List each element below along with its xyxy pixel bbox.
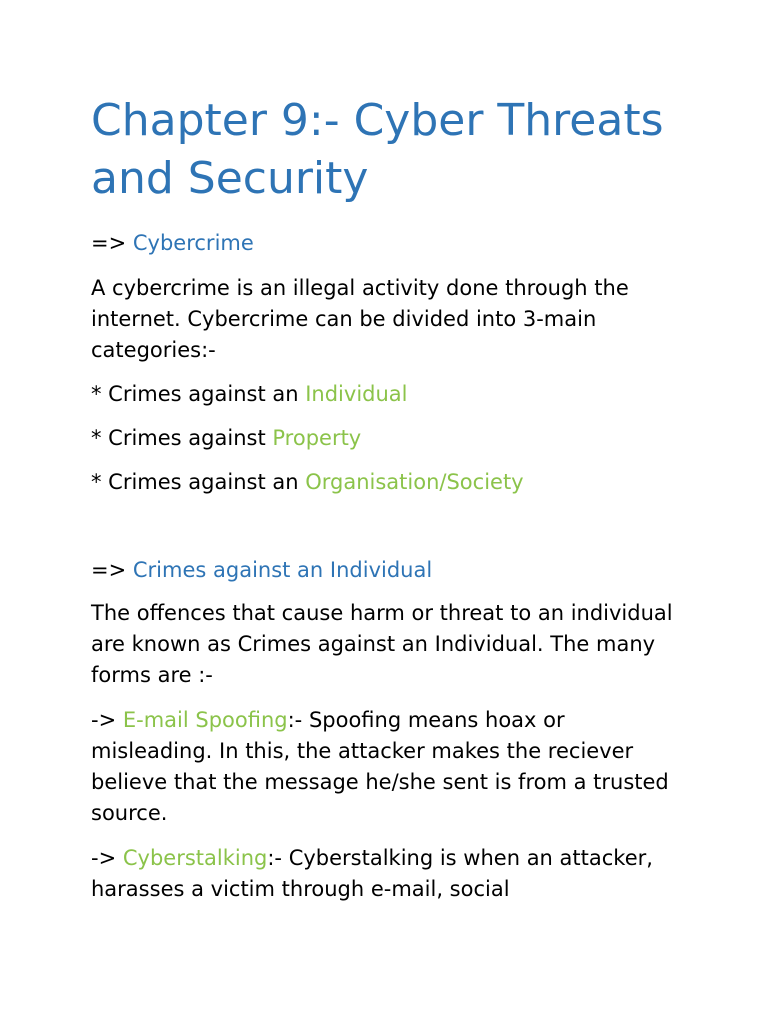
category-keyword: Organisation/Society <box>305 470 524 494</box>
form-item-cyberstalking <box>91 843 691 905</box>
form-description: :- Cyberstalking is when an attacker, harasses a victim through e-mail, social <box>91 846 653 901</box>
form-term: E-mail Spoofing <box>122 708 288 732</box>
category-item-individual <box>91 379 691 410</box>
section-heading-text: Crimes against an Individual <box>132 558 433 582</box>
section-heading-text: Cybercrime <box>132 231 254 255</box>
category-prefix: * Crimes against an <box>91 382 306 406</box>
category-prefix: * Crimes against an <box>91 470 306 494</box>
category-prefix: * Crimes against <box>91 426 273 450</box>
chapter-title: Chapter 9:- Cyber Threats and Security <box>91 95 664 204</box>
individual-intro-paragraph: The offences that cause harm or threat to an individual are known as Crimes against an Individual. The many forms are :- <box>91 601 673 687</box>
arrow-marker: => <box>91 558 133 582</box>
category-keyword: Individual <box>305 382 408 406</box>
form-term: Cyberstalking <box>122 846 268 870</box>
arrow-marker: -> <box>91 846 123 870</box>
section-heading-cybercrime <box>91 228 691 259</box>
form-description: :- Spoofing means hoax or misleading. In this, the attacker makes the reciever believe that the message he/she sent is from a trusted source. <box>91 708 669 825</box>
arrow-marker: -> <box>91 708 123 732</box>
cybercrime-intro-paragraph: A cybercrime is an illegal activity done through the internet. Cybercrime can be divided into 3-main categories:- <box>91 276 629 362</box>
section-heading-individual <box>91 555 691 586</box>
form-item-email-spoofing <box>91 705 691 829</box>
arrow-marker: => <box>91 231 133 255</box>
category-item-organisation <box>91 467 691 498</box>
category-keyword: Property <box>272 426 362 450</box>
category-item-property <box>91 423 691 454</box>
